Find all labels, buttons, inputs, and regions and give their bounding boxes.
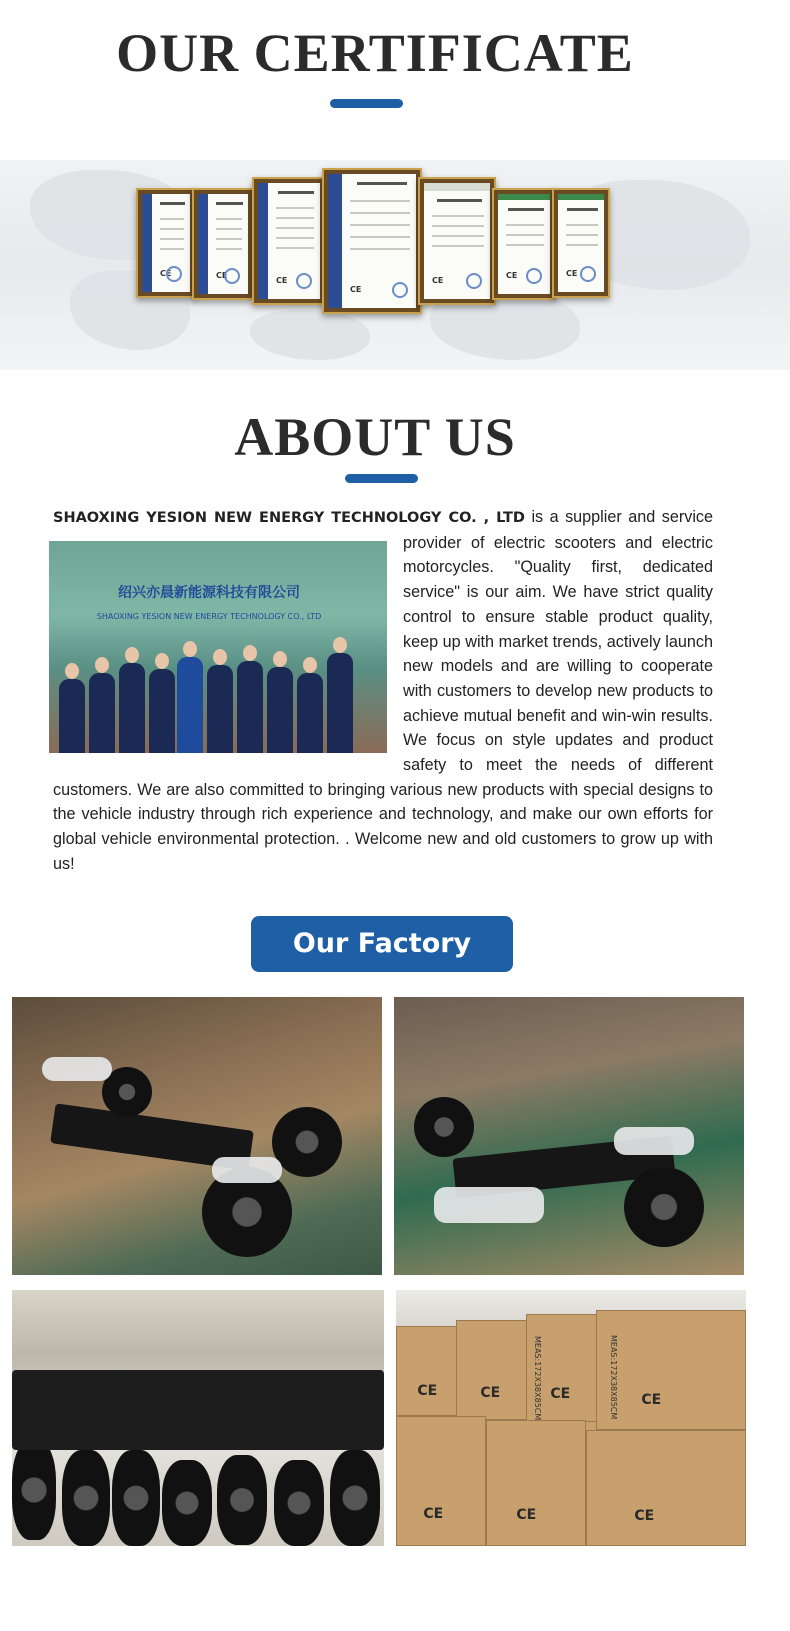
about-description	[53, 505, 713, 877]
our-factory-button[interactable]: Our Factory	[251, 916, 513, 972]
certificate-6: CE	[492, 188, 556, 300]
about-body: is a supplier and service provider of electric scooters and electric motorcycles. "Quality first, dedicated service" is our aim. We have strict quality control to ensure stable product quality, keep up with market trends, actively launch new models and are willing to cooperate with customers to develop new products to achieve mutual benefit and win-win results. We focus on style updates and product safety to meet the needs of different customers. We are also committed to bringing various new products with special designs to the vehicle industry through rich experience and technology, and make our own efforts for global vehicle environmental protection. . Welcome new and old customers to grow up with us!	[53, 508, 714, 873]
certificate-gallery	[0, 160, 790, 370]
certificate-3: CE	[252, 177, 326, 305]
certificate-title: OUR CERTIFICATE	[116, 23, 634, 83]
certificate-5: CE	[418, 177, 496, 305]
company-name: SHAOXING YESION NEW ENERGY TECHNOLOGY CO. , LTD	[53, 510, 525, 526]
certificate-1: CE	[136, 188, 196, 298]
certificate-4: CE	[322, 168, 422, 314]
company-sign-cn: 绍兴亦晨新能源科技有限公司	[118, 584, 300, 601]
certificate-2: CE	[192, 188, 254, 300]
factory-photo-3	[12, 1290, 384, 1546]
title-underline	[330, 99, 403, 108]
about-title: ABOUT US	[234, 407, 516, 467]
team-photo	[49, 541, 387, 753]
certificate-7: CE	[552, 188, 610, 298]
factory-photo-2	[394, 997, 744, 1275]
about-title-underline	[345, 474, 418, 483]
factory-photo-1	[12, 997, 382, 1275]
company-sign-en: SHAOXING YESION NEW ENERGY TECHNOLOGY CO., LTD	[96, 611, 322, 621]
factory-photo-4: CE CE MEAS:172X38X85CM CE MEAS:172X38X85CM CE CE CE CE	[396, 1290, 746, 1546]
